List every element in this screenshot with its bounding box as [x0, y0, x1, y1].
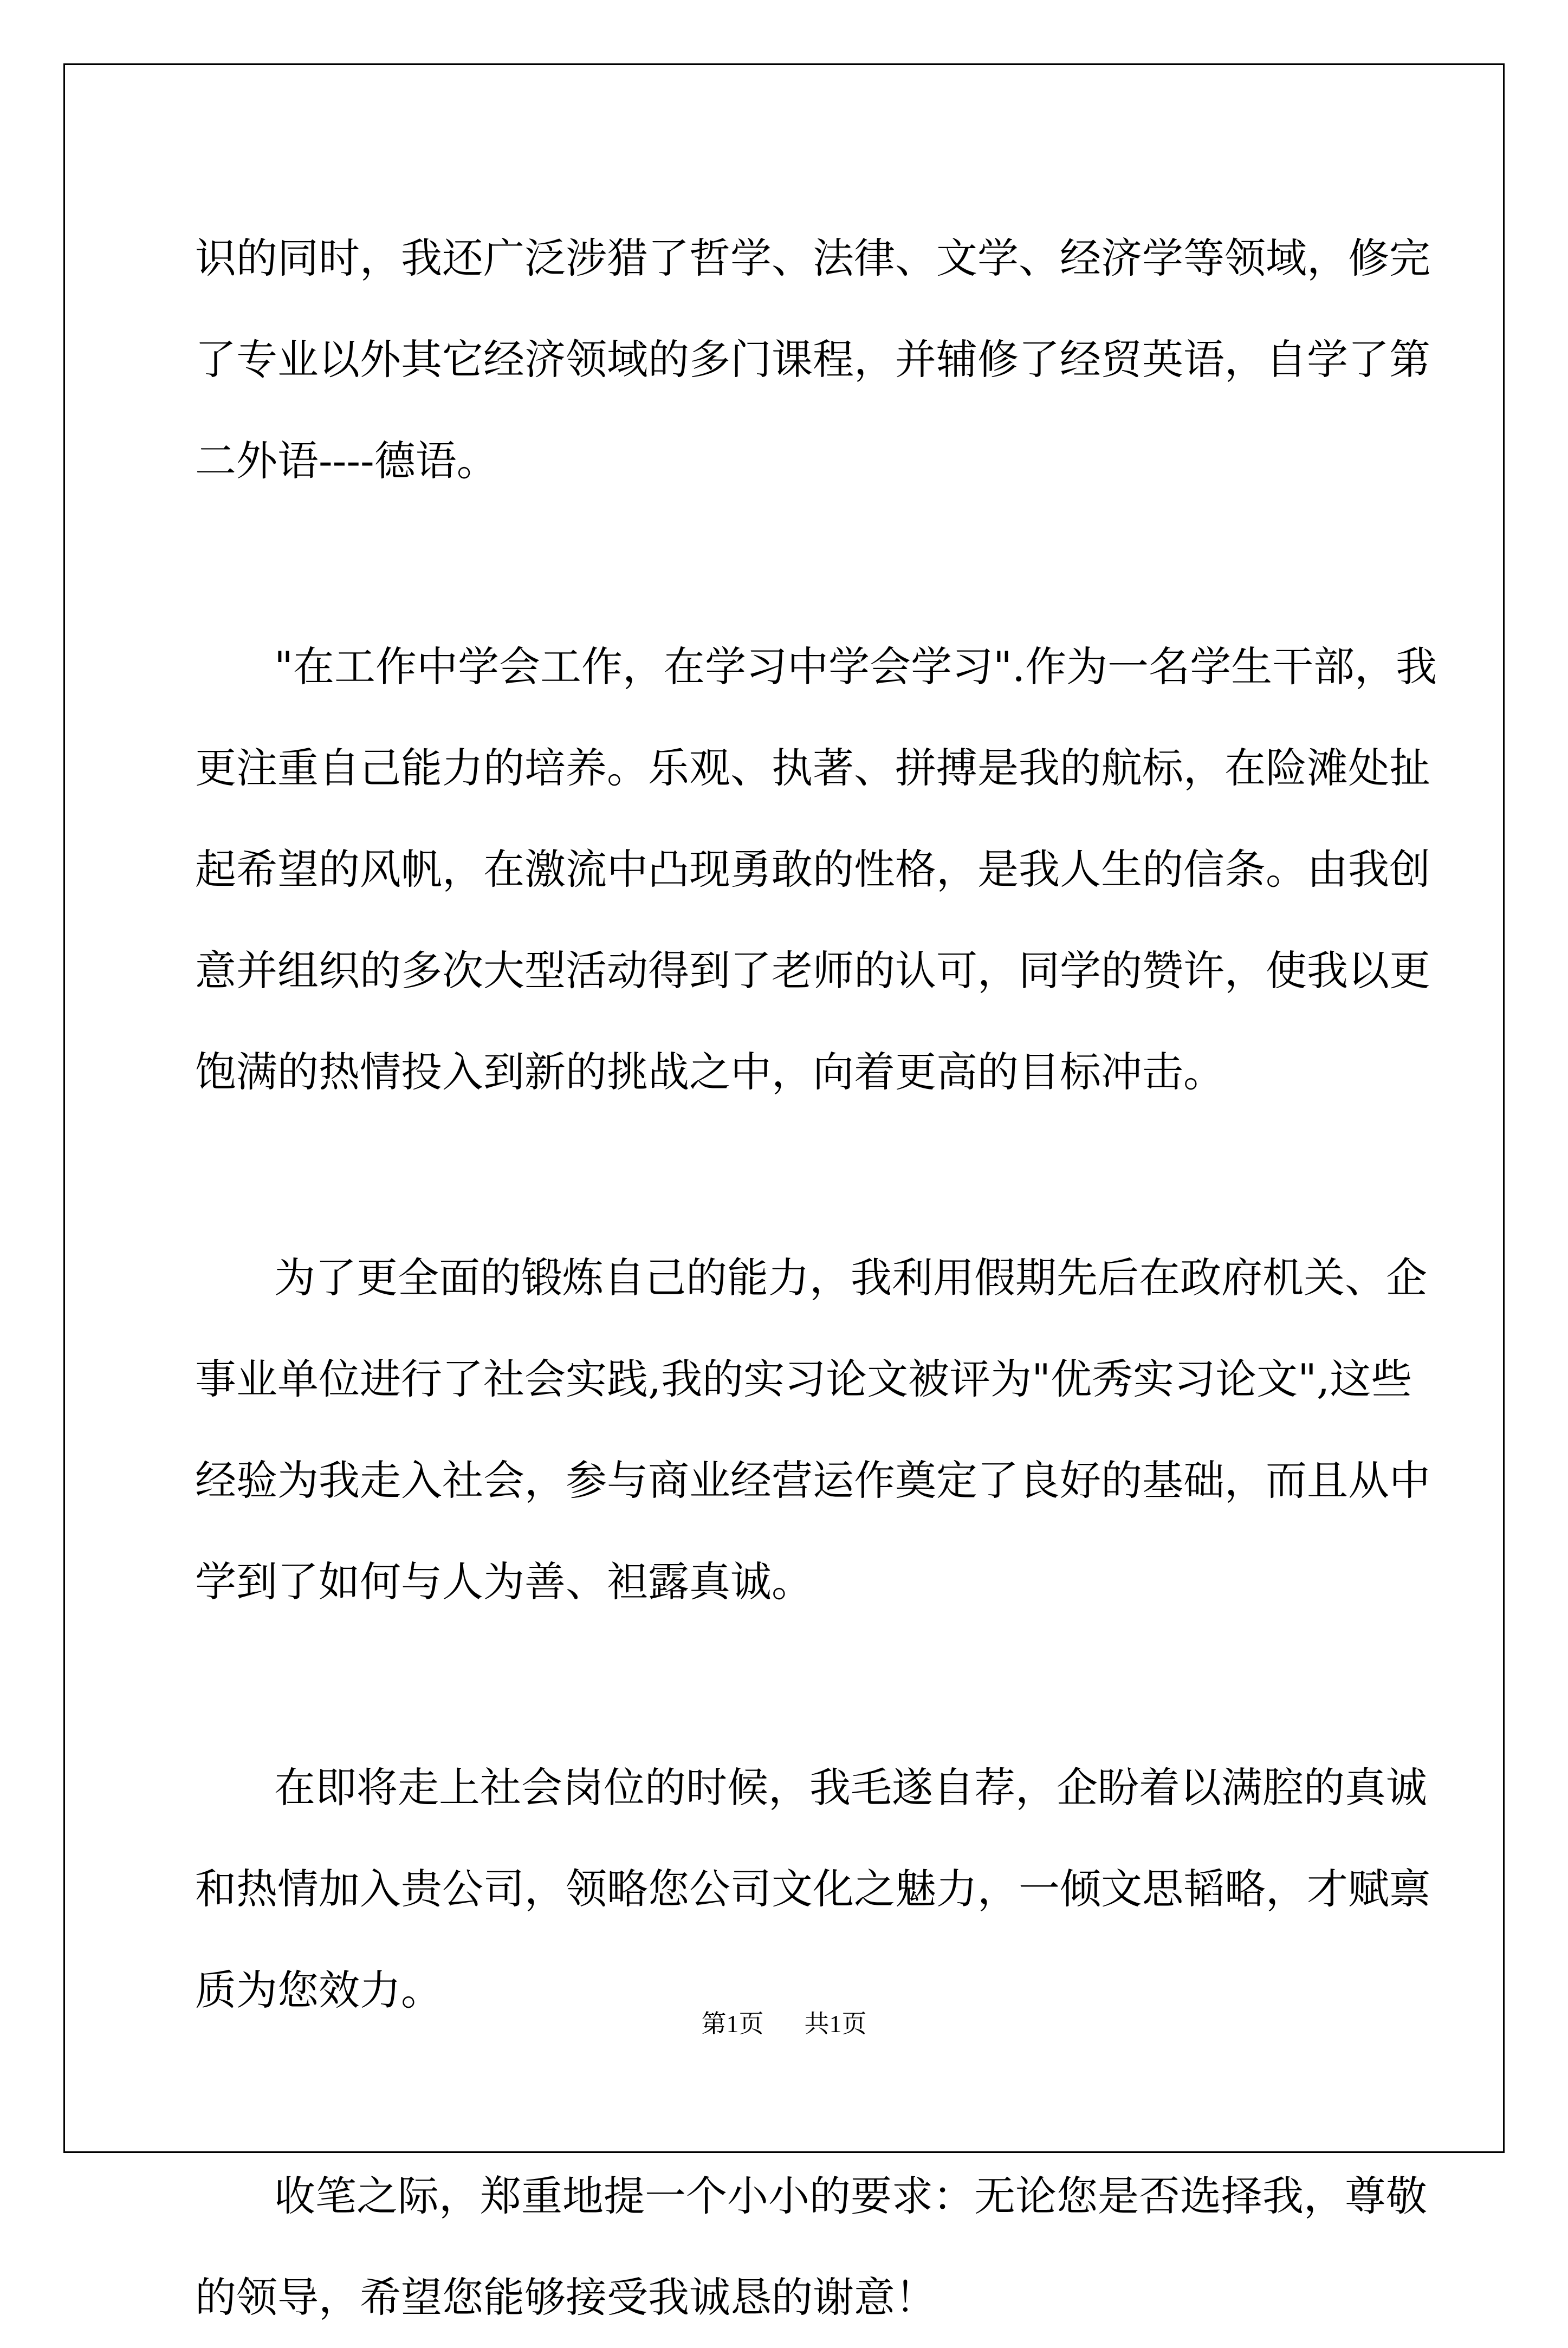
text-line: 经 验 为 我 走 入 社 会 ， 参 与 商 业 经 营 运 作 奠 定 了 良 好 的 基 础 ， 而 且 从 中 [195, 1456, 1430, 1504]
text-line: 饱满的热情投入到新的挑战之中，向着更高的目标冲击。 [195, 1048, 1224, 1096]
text-line: 和 热 情 加 入 贵 公 司 ， 领 略 您 公 司 文 化 之 魅 力 ， 一 倾 文 思 韬 略 ， 才 赋 禀 [195, 1865, 1430, 1913]
text-line: 质为您效力。 [195, 1966, 442, 2014]
text-line: 识 的 同 时 ， 我 还 广 泛 涉 猎 了 哲 学 、 法 律 、 文 学 、 经 济 学 等 领 域 ， 修 完 [195, 234, 1430, 282]
text-line: 意 并 组 织 的 多 次 大 型 活 动 得 到 了 老 师 的 认 可 ， 同 学 的 赞 许 ， 使 我 以 更 [195, 946, 1430, 995]
text-line: 起 希 望 的 风 帆 ， 在 激 流 中 凸 现 勇 敢 的 性 格 ， 是 我 人 生 的 信 条 。 由 我 创 [195, 845, 1430, 893]
text-line: " 在 工 作 中 学 会 工 作 ， 在 学 习 中 学 会 学 习 " . 作 为 一 名 学 生 干 部 ， 我 [274, 643, 1437, 691]
text-line: 事 业 单 位 进 行 了 社 会 实 践 , 我 的 实 习 论 文 被 评 为 " 优 秀 实 习 论 文 " , 这 些 [195, 1355, 1413, 1403]
text-line: 的领导，希望您能够接受我诚恳的谢意！ [195, 2273, 936, 2321]
text-line: 为 了 更 全 面 的 锻 炼 自 己 的 能 力 ， 我 利 用 假 期 先 后 在 政 府 机 关 、 企 [274, 1254, 1427, 1302]
page-footer [0, 2008, 1568, 2040]
text-line: 学到了如何与人为善、袒露真诚。 [195, 1558, 813, 1606]
text-line: 二外语----德语。 [195, 437, 498, 485]
text-line: 更 注 重 自 己 能 力 的 培 养 。 乐 观 、 执 著 、 拼 搏 是 我 的 航 标 ， 在 险 滩 处 扯 [195, 744, 1430, 792]
page-total: 共1页 [804, 2010, 867, 2038]
text-line: 收 笔 之 际 ， 郑 重 地 提 一 个 小 小 的 要 求 ： 无 论 您 是 否 选 择 我 ， 尊 敬 [274, 2172, 1427, 2220]
text-line: 在 即 将 走 上 社 会 岗 位 的 时 候 ， 我 毛 遂 自 荐 ， 企 盼 着 以 满 腔 的 真 诚 [274, 1763, 1427, 1812]
page-number: 第1页 [701, 2010, 764, 2038]
text-line: 了 专 业 以 外 其 它 经 济 领 域 的 多 门 课 程 ， 并 辅 修 了 经 贸 英 语 ， 自 学 了 第 [195, 335, 1430, 384]
